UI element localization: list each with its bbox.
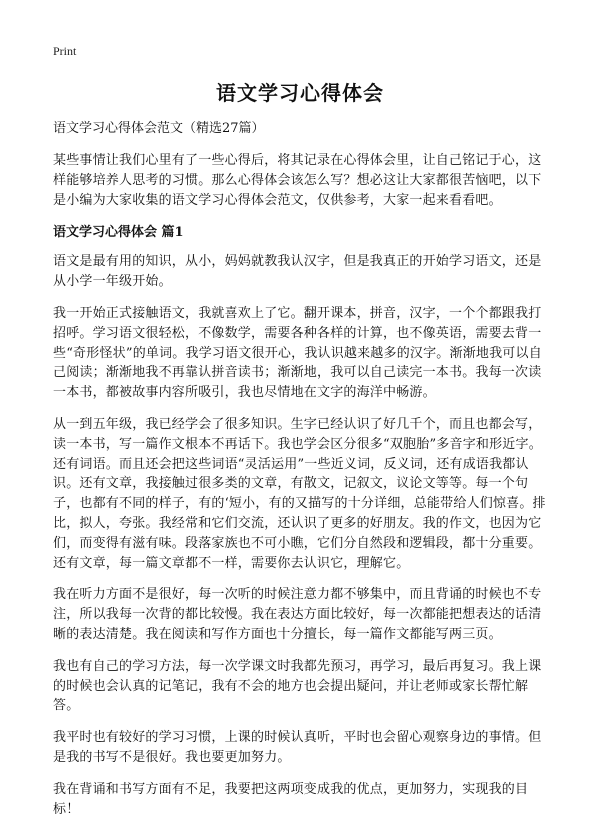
section-heading: 语文学习心得体会 篇1 bbox=[53, 225, 184, 241]
paragraph-2: 我一开始正式接触语文，我就喜欢上了它。翻开课本，拼音，汉字，一个个都跟我打招呼。学习语文很轻松，不像数学，需要各种各样的计算，也不像英语，需要去背一些“奇形怪状”的单词。我学习语文很开心，我认识越来越多的汉字。渐渐地我可以自己阅读；渐渐地我不再靠认拼音读书；渐渐地，我可以自己读完一本书。我每一次读一本书，都被故事内容所吸引，我也尽情地在文字的海洋中畅游。 bbox=[53, 305, 542, 401]
print-link[interactable]: Print bbox=[53, 44, 77, 58]
paragraph-5: 我也有自己的学习方法，每一次学课文时我都先预习，再学习，最后再复习。我上课的时候也会认真的记笔记，我有不会的地方也会提出疑问，并让老师或家长帮忙解答。 bbox=[53, 658, 542, 714]
article-subtitle: 语文学习心得体会范文（精选27篇） bbox=[53, 121, 265, 136]
paragraph-3: 从一到五年级，我已经学会了很多知识。生字已经认识了好几千个，而且也都会写，读一本书，写一篇作文根本不再话下。我也学会区分很多“双胞胎”多音字和形近字。还有词语。而且还会把这些词语“灵活运用”一些近义词，反义词，还有成语我都认识。还有文章，我接触过很多类的文章，有散文，记叙文，议论文等等。每一个句子，也都有不同的样子，有的‘短小，有的又描写的十分详细，总能带给人们惊喜。排比，拟人，夸张。我经常和它们交流，还认识了更多的好朋友。我的作文，也因为它们，而变得有滋有味。段落家族也不可小瞧，它们分自然段和逻辑段，都十分重要。还有文章，每一篇文章都不一样，需要你去认识它，理解它。 bbox=[53, 416, 546, 571]
intro-paragraph: 某些事情让我们心里有了一些心得后，将其记录在心得体会里，让自己铭记于心，这样能够培养人思考的习惯。那么心得体会该怎么写？想必这让大家都很苦恼吧，以下是小编为大家收集的语文学习心得体会范文，仅供参考，大家一起来看看吧。 bbox=[53, 153, 542, 208]
paragraph-7: 我在背诵和书写方面有不足，我要把这两项变成我的优点，更加努力，实现我的目标！ bbox=[53, 781, 529, 817]
paragraph-6: 我平时也有较好的学习习惯，上课的时候认真听，平时也会留心观察身边的事情。但是我的书写不是很好。我也要更加努力。 bbox=[53, 730, 542, 765]
page-title: 语文学习心得体会 bbox=[216, 81, 384, 105]
paragraph-1: 语文是最有用的知识，从小，妈妈就教我认汉字，但是我真正的开始学习语文，还是从小学一年级开始。 bbox=[53, 254, 542, 290]
article-body bbox=[53, 118, 553, 831]
paragraph-4: 我在听力方面不是很好，每一次听的时候注意力都不够集中，而且背诵的时候也不专注，所以我每一次背的都比较慢。我在表达方面比较好，每一次都能把想表达的话清晰的表达清楚。我在阅读和写作方面也十分擅长，每一篇作文都能写两三页。 bbox=[53, 587, 542, 642]
